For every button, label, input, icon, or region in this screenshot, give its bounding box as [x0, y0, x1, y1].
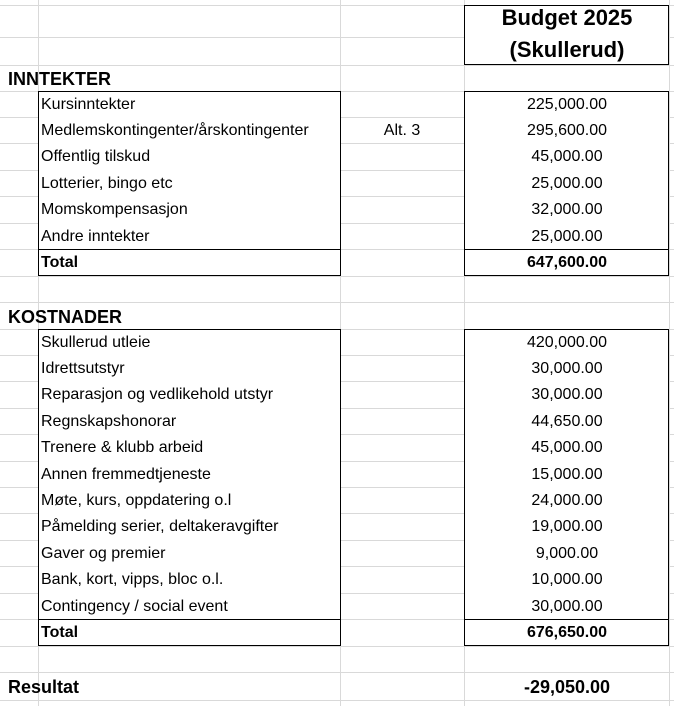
cost-row-amount[interactable]: 19,000.00	[531, 518, 603, 535]
costs-total-label[interactable]: Total	[41, 624, 79, 641]
cost-row-label[interactable]: Annen fremmedtjeneste	[41, 466, 211, 483]
income-row-amount[interactable]: 295,600.00	[526, 122, 608, 139]
income-row-amount[interactable]: 225,000.00	[526, 96, 608, 113]
income-row-amount[interactable]: 25,000.00	[531, 228, 603, 245]
income-row-amount[interactable]: 25,000.00	[531, 175, 603, 192]
cost-row-amount[interactable]: 420,000.00	[526, 334, 608, 351]
income-row-label[interactable]: Kursinntekter	[41, 96, 136, 113]
gridline	[0, 646, 674, 647]
budget-title[interactable]: Budget 2025	[501, 5, 633, 30]
income-total-label[interactable]: Total	[41, 254, 79, 271]
cost-row-label[interactable]: Møte, kurs, oppdatering o.l	[41, 492, 232, 509]
gridline	[0, 302, 674, 303]
gridline	[0, 672, 674, 673]
costs-heading[interactable]: KOSTNADER	[8, 307, 123, 327]
cost-row-label[interactable]: Regnskapshonorar	[41, 413, 177, 430]
income-row-label[interactable]: Offentlig tilskud	[41, 148, 151, 165]
cost-row-amount[interactable]: 10,000.00	[531, 571, 603, 588]
income-row-amount[interactable]: 32,000.00	[531, 201, 603, 218]
cost-row-label[interactable]: Trenere & klubb arbeid	[41, 439, 204, 456]
cost-row-label[interactable]: Bank, kort, vipps, bloc o.l.	[41, 571, 224, 588]
cost-row-amount[interactable]: 24,000.00	[531, 492, 603, 509]
income-row-label[interactable]: Momskompensasjon	[41, 201, 188, 218]
income-row-alt[interactable]: Alt. 3	[383, 122, 421, 139]
cost-row-amount[interactable]: 9,000.00	[535, 545, 599, 562]
cost-row-amount[interactable]: 30,000.00	[531, 386, 603, 403]
cost-row-amount[interactable]: 30,000.00	[531, 598, 603, 615]
cost-row-label[interactable]: Reparasjon og vedlikehold utstyr	[41, 386, 274, 403]
income-row-label[interactable]: Lotterier, bingo etc	[41, 175, 173, 192]
cost-row-amount[interactable]: 44,650.00	[531, 413, 603, 430]
cost-row-amount[interactable]: 15,000.00	[531, 466, 603, 483]
cost-row-label[interactable]: Skullerud utleie	[41, 334, 151, 351]
income-row-label[interactable]: Andre inntekter	[41, 228, 150, 245]
costs-total-amount[interactable]: 676,650.00	[526, 624, 608, 641]
cost-row-label[interactable]: Contingency / social event	[41, 598, 228, 615]
cost-row-label[interactable]: Gaver og premier	[41, 545, 166, 562]
result-label[interactable]: Resultat	[8, 677, 80, 697]
cost-row-label[interactable]: Idrettsutstyr	[41, 360, 125, 377]
income-heading[interactable]: INNTEKTER	[8, 69, 111, 89]
result-amount[interactable]: -29,050.00	[523, 677, 611, 697]
gridline	[0, 700, 674, 701]
gridline	[669, 0, 670, 706]
income-total-amount[interactable]: 647,600.00	[526, 254, 608, 271]
income-row-amount[interactable]: 45,000.00	[531, 148, 603, 165]
income-row-label[interactable]: Medlemskontingenter/årskontingenter	[41, 122, 309, 139]
cost-row-label[interactable]: Påmelding serier, deltakeravgifter	[41, 518, 279, 535]
budget-subtitle[interactable]: (Skullerud)	[509, 37, 625, 62]
gridline	[0, 276, 674, 277]
cost-row-amount[interactable]: 45,000.00	[531, 439, 603, 456]
cost-row-amount[interactable]: 30,000.00	[531, 360, 603, 377]
